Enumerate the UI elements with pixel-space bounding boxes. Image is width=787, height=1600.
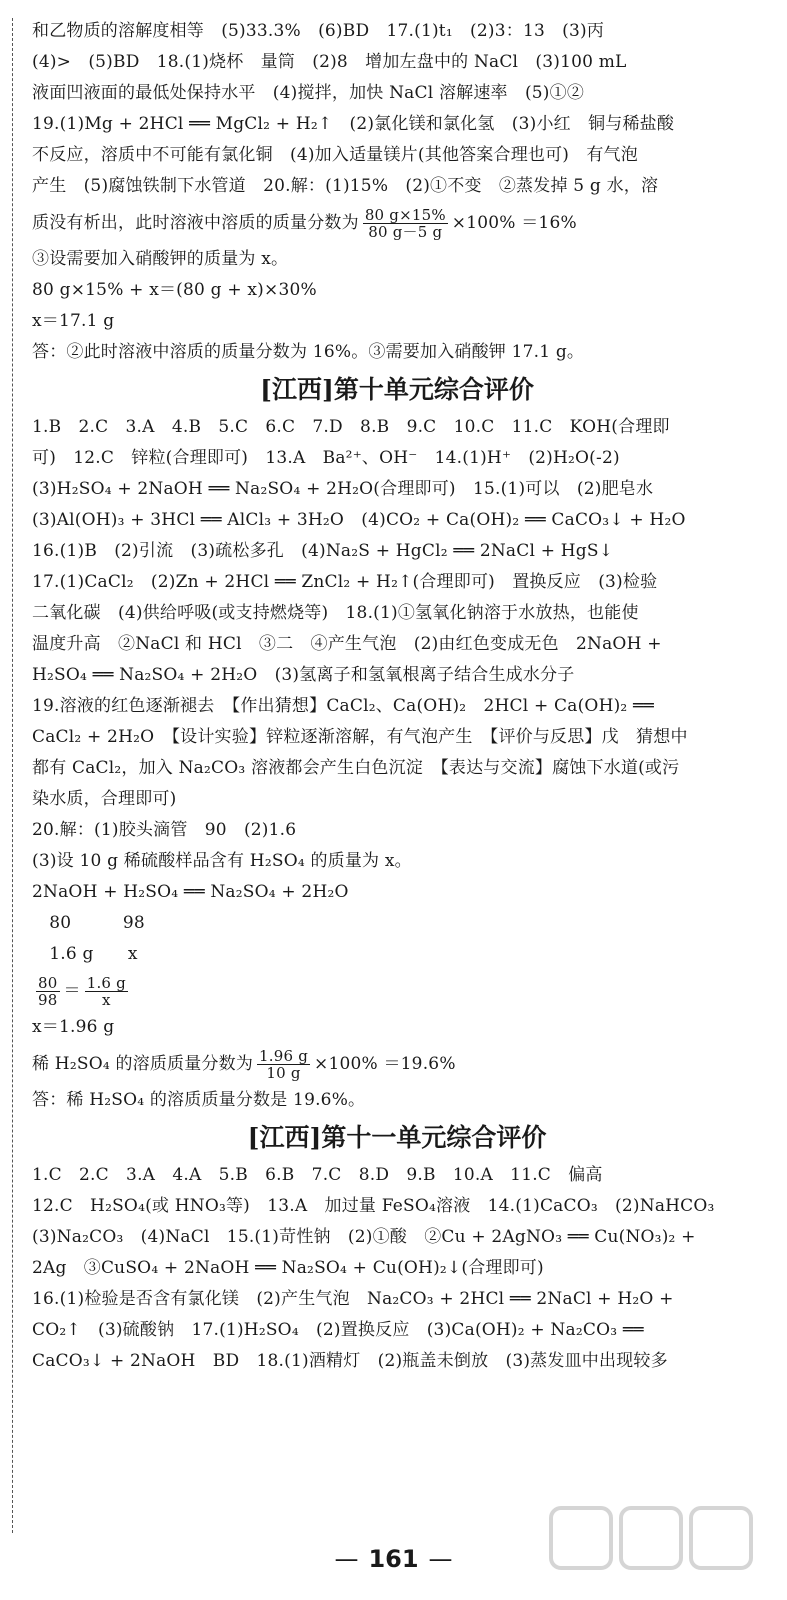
mass-fraction bbox=[363, 207, 448, 241]
text-line: 可) 12.C 锌粒(合理即可) 13.A Ba²⁺、OH⁻ 14.(1)H⁺ (2)H₂O(-2) bbox=[32, 448, 620, 468]
fraction-numerator: 80 g×15% bbox=[364, 205, 446, 224]
equation-line: 2NaOH + H₂SO₄ ══ Na₂SO₄ + 2H₂O bbox=[32, 882, 349, 902]
text-line: 染水质，合理即可) bbox=[32, 789, 177, 809]
fraction-prefix: 稀 H₂SO₄ 的溶质质量分数为 bbox=[32, 1054, 254, 1074]
fraction-denominator: 98 bbox=[38, 991, 58, 1009]
text-line: 产生 (5)腐蚀铁制下水管道 20.解：(1)15% (2)①不变 ②蒸发掉 5 g 水，溶 bbox=[32, 176, 659, 196]
text-line: (4)> (5)BD 18.(1)烧杯 量筒 (2)8 增加左盘中的 NaCl (3)100 mL bbox=[32, 52, 627, 72]
footer-dash-left: — bbox=[334, 1545, 359, 1573]
answer-line: 答：②此时溶液中溶质的质量分数为 16%。③需要加入硝酸钾 17.1 g。 bbox=[32, 342, 585, 362]
page-number: 161 bbox=[368, 1545, 419, 1573]
text-line: 二氧化碳 (4)供给呼吸(或支持燃烧等) 18.(1)①氢氧化钠溶于水放热，也能使 bbox=[32, 603, 639, 623]
equation-line: x＝1.96 g bbox=[32, 1017, 115, 1037]
text-line: (3)Na₂CO₃ (4)NaCl 15.(1)苛性钠 (2)①酸 ②Cu + 2AgNO₃ ══ Cu(NO₃)₂ + bbox=[32, 1227, 696, 1247]
mass-fraction bbox=[257, 1048, 310, 1082]
ratio-left bbox=[36, 975, 60, 1009]
equation-line: 1.6 g x bbox=[32, 944, 138, 964]
text-line: CaCl₂ + 2H₂O 【设计实验】锌粒逐渐溶解，有气泡产生 【评价与反思】戊 猜想中 bbox=[32, 727, 688, 747]
text-line: 1.C 2.C 3.A 4.A 5.B 6.B 7.C 8.D 9.B 10.A 11.C 偏高 bbox=[32, 1165, 603, 1185]
fraction-numerator: 80 bbox=[38, 973, 58, 992]
text-line: ③设需要加入硝酸钾的质量为 x。 bbox=[32, 249, 289, 269]
text-line: 20.解：(1)胶头滴管 90 (2)1.6 bbox=[32, 820, 297, 840]
equals-sign: ＝ bbox=[63, 981, 81, 1001]
binding-margin-line bbox=[12, 18, 13, 1533]
section-title-unit-10: [江西]第十单元综合评价 bbox=[260, 375, 534, 404]
text-line: H₂SO₄ ══ Na₂SO₄ + 2H₂O (3)氢离子和氢氧根离子结合生成水分子 bbox=[32, 665, 575, 685]
text-line: CaCO₃↓ + 2NaOH BD 18.(1)酒精灯 (2)瓶盖未倒放 (3)蒸发皿中出现较多 bbox=[32, 1351, 668, 1371]
fraction-line bbox=[32, 1043, 762, 1085]
fraction-denominator: x bbox=[101, 991, 111, 1009]
content-column bbox=[32, 16, 762, 1377]
equation-line: 80 g×15% + x＝(80 g + x)×30% bbox=[32, 280, 317, 300]
text-line: 12.C H₂SO₄(或 HNO₃等) 13.A 加过量 FeSO₄溶液 14.(1)CaCO₃ (2)NaHCO₃ bbox=[32, 1196, 715, 1216]
fraction-line bbox=[32, 202, 762, 244]
text-line: 都有 CaCl₂，加入 Na₂CO₃ 溶液都会产生白色沉淀 【表达与交流】腐蚀下水道(或污 bbox=[32, 758, 680, 778]
fraction-suffix: ×100% ＝16% bbox=[451, 213, 577, 233]
equation-line: x＝17.1 g bbox=[32, 311, 115, 331]
section-title-unit-11: [江西]第十一单元综合评价 bbox=[247, 1123, 547, 1152]
text-line: 19.(1)Mg + 2HCl ══ MgCl₂ + H₂↑ (2)氯化镁和氯化氢 (3)小红 铜与稀盐酸 bbox=[32, 114, 675, 134]
text-line: (3)设 10 g 稀硫酸样品含有 H₂SO₄ 的质量为 x。 bbox=[32, 851, 412, 871]
text-line: (3)Al(OH)₃ + 3HCl ══ AlCl₃ + 3H₂O (4)CO₂ + Ca(OH)₂ ══ CaCO₃↓ + H₂O bbox=[32, 510, 686, 530]
text-line: 16.(1)检验是否含有氯化镁 (2)产生气泡 Na₂CO₃ + 2HCl ══ 2NaCl + H₂O + bbox=[32, 1289, 674, 1309]
answer-line: 答：稀 H₂SO₄ 的溶质质量分数是 19.6%。 bbox=[32, 1090, 366, 1110]
text-line: (3)H₂SO₄ + 2NaOH ══ Na₂SO₄ + 2H₂O(合理即可) 15.(1)可以 (2)肥皂水 bbox=[32, 479, 654, 499]
text-line: 不反应，溶质中不可能有氯化铜 (4)加入适量镁片(其他答案合理也可) 有气泡 bbox=[32, 145, 638, 165]
text-line: 19.溶液的红色逐渐褪去 【作出猜想】CaCl₂、Ca(OH)₂ 2HCl + Ca(OH)₂ ══ bbox=[32, 696, 654, 716]
watermark-logo bbox=[547, 1500, 757, 1590]
text-line: 17.(1)CaCl₂ (2)Zn + 2HCl ══ ZnCl₂ + H₂↑(合理即可) 置换反应 (3)检验 bbox=[32, 572, 658, 592]
text-line: 温度升高 ②NaCl 和 HCl ③二 ④产生气泡 (2)由红色变成无色 2NaOH + bbox=[32, 634, 662, 654]
text-line: 16.(1)B (2)引流 (3)疏松多孔 (4)Na₂S + HgCl₂ ══ 2NaCl + HgS↓ bbox=[32, 541, 614, 561]
text-line: 2Ag ③CuSO₄ + 2NaOH ══ Na₂SO₄ + Cu(OH)₂↓(合理即可) bbox=[32, 1258, 544, 1278]
fraction-numerator: 1.96 g bbox=[259, 1046, 309, 1065]
fraction-denominator: 10 g bbox=[266, 1064, 301, 1082]
equation-line: 80 98 bbox=[32, 913, 145, 933]
footer-dash-right: — bbox=[428, 1545, 453, 1573]
fraction-denominator: 80 g－5 g bbox=[368, 223, 443, 241]
text-line: CO₂↑ (3)硫酸钠 17.(1)H₂SO₄ (2)置换反应 (3)Ca(OH)₂ + Na₂CO₃ ══ bbox=[32, 1320, 644, 1340]
fraction-prefix: 质没有析出，此时溶液中溶质的质量分数为 bbox=[32, 213, 359, 233]
text-line: 和乙物质的溶解度相等 (5)33.3% (6)BD 17.(1)t₁ (2)3：13 (3)丙 bbox=[32, 21, 605, 41]
text-line: 1.B 2.C 3.A 4.B 5.C 6.C 7.D 8.B 9.C 10.C 11.C KOH(合理即 bbox=[32, 417, 670, 437]
fraction-numerator: 1.6 g bbox=[86, 973, 126, 992]
ratio-line bbox=[32, 970, 762, 1012]
ratio-right bbox=[85, 975, 128, 1009]
fraction-suffix: ×100% ＝19.6% bbox=[314, 1054, 456, 1074]
text-line: 液面凹液面的最低处保持水平 (4)搅拌，加快 NaCl 溶解速率 (5)①② bbox=[32, 83, 585, 103]
